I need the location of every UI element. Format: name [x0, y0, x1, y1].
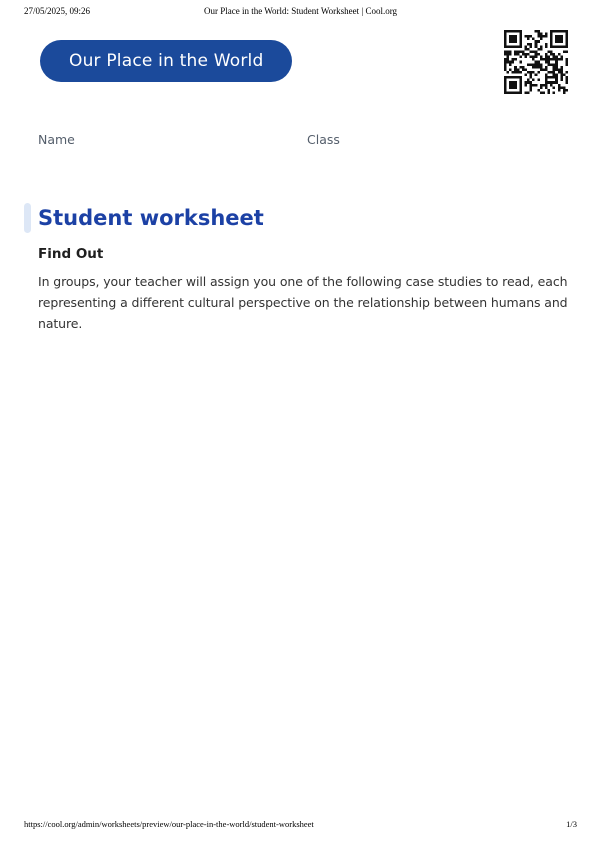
section-heading-find-out: Find Out [38, 246, 104, 262]
print-header [24, 6, 577, 18]
page-title: Student worksheet [38, 206, 264, 230]
name-label: Name [38, 132, 75, 147]
print-datetime: 27/05/2025, 09:26 [24, 6, 91, 16]
print-footer-url: https://cool.org/admin/worksheets/preview/our-place-in-the-world/student-worksheet [24, 819, 314, 829]
page-number: 1/3 [566, 819, 577, 829]
worksheet-title-label: Our Place in the World [69, 51, 264, 71]
print-footer [24, 819, 577, 831]
instructions-paragraph: In groups, your teacher will assign you one of the following case studies to read, each representing a different cultural perspective on the relationship between humans and nature. [38, 274, 568, 331]
page-title-block [24, 203, 264, 233]
print-doc-title: Our Place in the World: Student Worksheet | Cool.org [203, 6, 398, 16]
qr-code-icon [504, 30, 568, 94]
class-label: Class [307, 132, 340, 147]
qr-code-icon [504, 30, 568, 94]
worksheet-title-banner [40, 40, 292, 82]
heading-accent-bar [24, 203, 31, 233]
